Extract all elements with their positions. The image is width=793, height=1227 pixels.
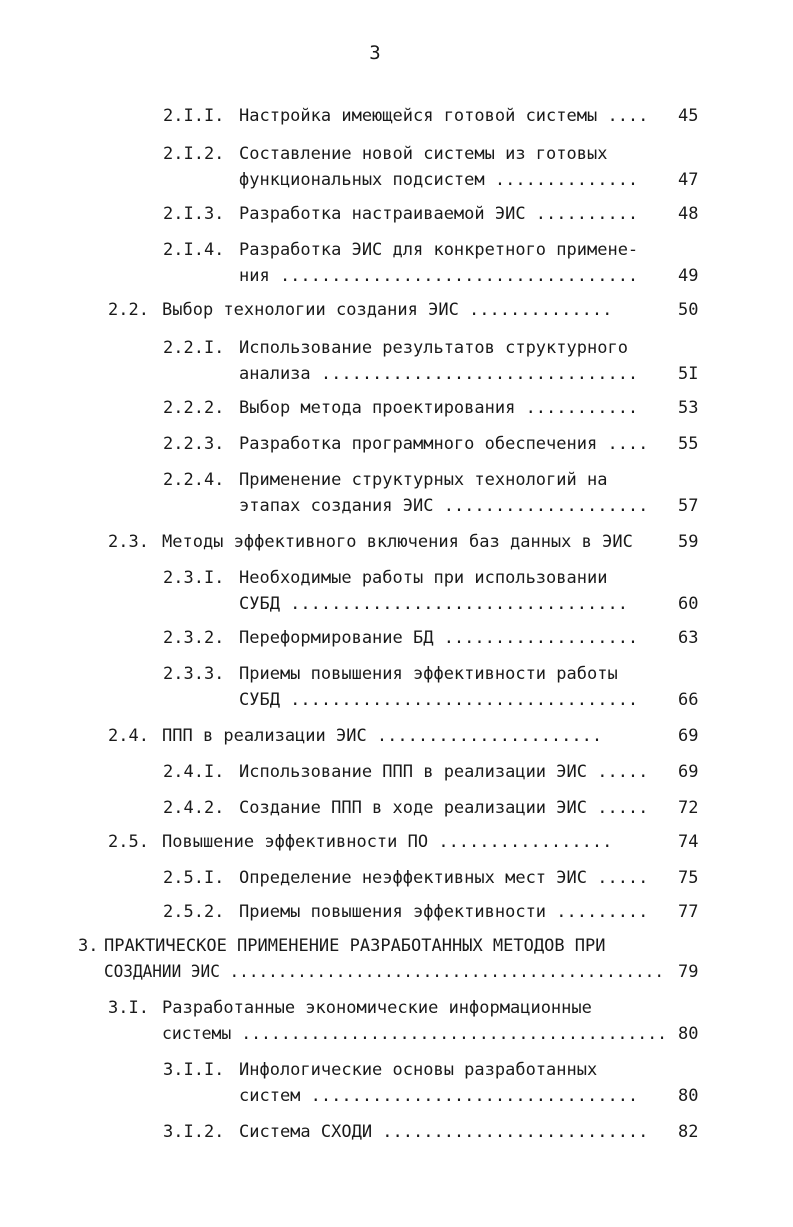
entry-title: Использование ППП в реализации ЭИС ..... bbox=[239, 762, 649, 782]
entry-number: 2.4.I. bbox=[163, 762, 225, 782]
entry-number: 3.I.I. bbox=[163, 1060, 225, 1080]
entry-title: Составление новой системы из готовых bbox=[239, 144, 608, 164]
entry-number: 2.2.4. bbox=[163, 470, 225, 490]
entry-title: Применение структурных технологий на bbox=[239, 470, 608, 490]
entry-number: 2.3.2. bbox=[163, 628, 225, 648]
entry-page: 69 bbox=[678, 726, 699, 746]
entry-title: Повышение эффективности ПО ................. bbox=[162, 832, 613, 852]
entry-title: Разработка программного обеспечения .... bbox=[239, 434, 649, 454]
entry-page: 72 bbox=[678, 798, 699, 818]
entry-number: 2.5. bbox=[108, 832, 149, 852]
entry-title: Создание ППП в ходе реализации ЭИС ..... bbox=[239, 798, 649, 818]
entry-page: 74 bbox=[678, 832, 699, 852]
entry-number: 2.3. bbox=[108, 532, 149, 552]
entry-number: 2.2.3. bbox=[163, 434, 225, 454]
entry-number: 2.I.3. bbox=[163, 204, 225, 224]
entry-page: 50 bbox=[678, 300, 699, 320]
entry-title: ППП в реализации ЭИС ...................... bbox=[162, 726, 603, 746]
entry-title-continued: этапах создания ЭИС .................... bbox=[239, 496, 649, 516]
entry-page: 49 bbox=[678, 266, 699, 286]
page-number: 3 bbox=[369, 42, 381, 64]
entry-number: 2.I.4. bbox=[163, 240, 225, 260]
entry-page: 69 bbox=[678, 762, 699, 782]
entry-title-continued: СУБД ................................. bbox=[239, 594, 628, 614]
entry-title-continued: ния ................................... bbox=[239, 266, 639, 286]
entry-page: 63 bbox=[678, 628, 699, 648]
entry-number: 2.2.2. bbox=[163, 398, 225, 418]
entry-title: Настройка имеющейся готовой системы .... bbox=[239, 106, 649, 126]
entry-page: 5I bbox=[678, 364, 699, 384]
entry-number: 2.3.I. bbox=[163, 568, 225, 588]
entry-title: ПРАКТИЧЕСКОЕ ПРИМЕНЕНИЕ РАЗРАБОТАННЫХ МЕТОДОВ ПРИ bbox=[104, 936, 606, 956]
entry-number: 3.I. bbox=[108, 998, 149, 1018]
entry-title: Система СХОДИ .......................... bbox=[239, 1122, 649, 1142]
entry-title-continued: функциональных подсистем .............. bbox=[239, 170, 639, 190]
entry-title: Выбор технологии создания ЭИС .............. bbox=[162, 300, 613, 320]
entry-title-continued: системы ........................................... bbox=[162, 1024, 667, 1044]
entry-title-continued: анализа ............................... bbox=[239, 364, 639, 384]
entry-page: 79 bbox=[678, 962, 699, 982]
entry-title-continued: СУБД .................................. bbox=[239, 690, 639, 710]
entry-title: Выбор метода проектирования ........... bbox=[239, 398, 639, 418]
entry-title: Разработанные экономические информационные bbox=[162, 998, 592, 1018]
entry-title: Методы эффективного включения баз данных в ЭИС bbox=[162, 532, 633, 552]
entry-number: 2.2. bbox=[108, 300, 149, 320]
entry-number: 2.2.I. bbox=[163, 338, 225, 358]
entry-page: 80 bbox=[678, 1024, 699, 1044]
entry-title: Использование результатов структурного bbox=[239, 338, 628, 358]
entry-title: Определение неэффективных мест ЭИС ..... bbox=[239, 868, 649, 888]
entry-page: 45 bbox=[678, 106, 699, 126]
entry-title: Необходимые работы при использовании bbox=[239, 568, 608, 588]
entry-page: 53 bbox=[678, 398, 699, 418]
entry-page: 47 bbox=[678, 170, 699, 190]
entry-title: Разработка ЭИС для конкретного примене- bbox=[239, 240, 639, 260]
entry-number: 2.I.2. bbox=[163, 144, 225, 164]
entry-page: 60 bbox=[678, 594, 699, 614]
entry-title: Переформирование БД ................... bbox=[239, 628, 639, 648]
entry-number: 2.4. bbox=[108, 726, 149, 746]
entry-title-continued: систем ................................ bbox=[239, 1086, 639, 1106]
entry-number: 2.5.2. bbox=[163, 902, 225, 922]
entry-page: 57 bbox=[678, 496, 699, 516]
entry-page: 75 bbox=[678, 868, 699, 888]
entry-number: 2.4.2. bbox=[163, 798, 225, 818]
entry-title: Приемы повышения эффективности ......... bbox=[239, 902, 649, 922]
entry-page: 48 bbox=[678, 204, 699, 224]
entry-page: 80 bbox=[678, 1086, 699, 1106]
entry-page: 77 bbox=[678, 902, 699, 922]
entry-title-continued: СОЗДАНИИ ЭИС ............................................. bbox=[104, 962, 664, 982]
entry-title: Разработка настраиваемой ЭИС .......... bbox=[239, 204, 639, 224]
entry-page: 82 bbox=[678, 1122, 699, 1142]
entry-page: 55 bbox=[678, 434, 699, 454]
entry-number: 3. bbox=[78, 936, 99, 956]
entry-number: 2.5.I. bbox=[163, 868, 225, 888]
entry-page: 66 bbox=[678, 690, 699, 710]
entry-number: 3.I.2. bbox=[163, 1122, 225, 1142]
entry-page: 59 bbox=[678, 532, 699, 552]
entry-title: Инфологические основы разработанных bbox=[239, 1060, 598, 1080]
entry-number: 2.3.3. bbox=[163, 664, 225, 684]
entry-number: 2.I.I. bbox=[163, 106, 225, 126]
entry-title: Приемы повышения эффективности работы bbox=[239, 664, 618, 684]
